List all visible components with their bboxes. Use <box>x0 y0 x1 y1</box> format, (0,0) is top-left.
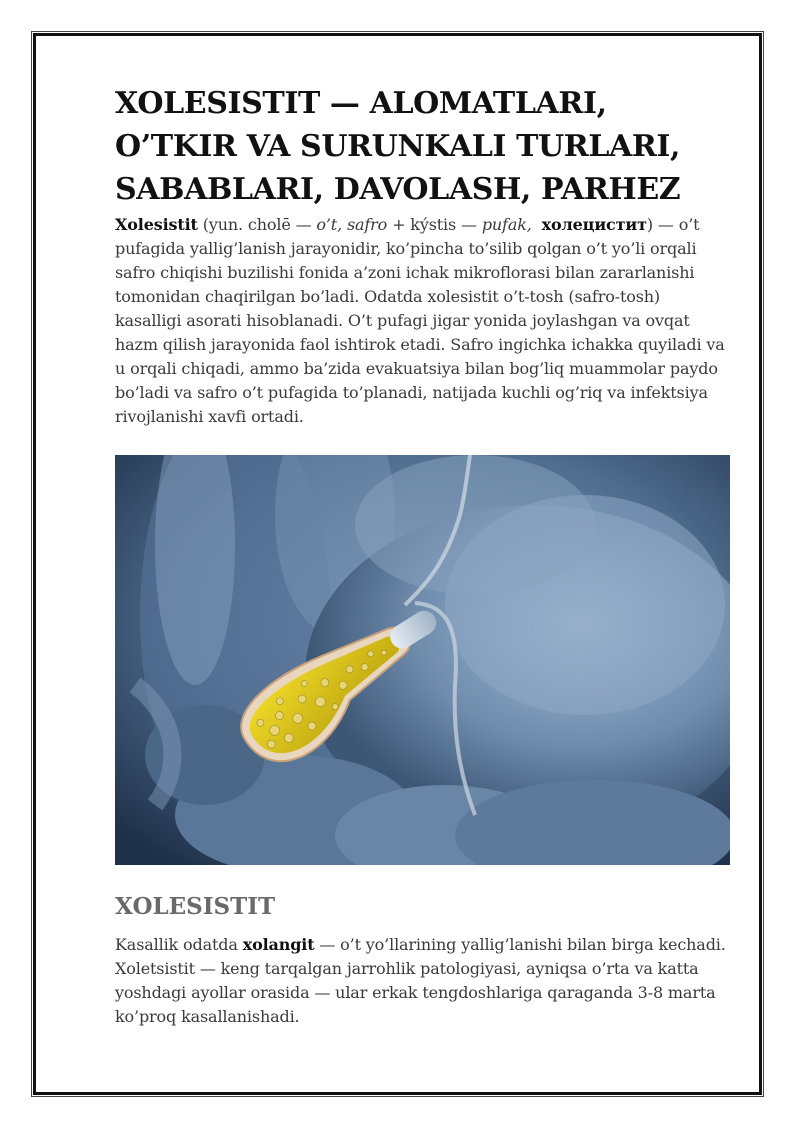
intro-text: ) — o’t pufagida yallig’lanish jarayonidir, ko’pincha to’silib qolgan o’t yo’li orqali safro chiqishi buzilishi fonida a’zoni ichak mikroflorasi bilan zararlanishi tomonidan chaqirilgan bo’ladi. Odatda xolesistit o’t-tosh (safro-tosh) kasalligi asorati hisoblanadi. O’t pufagi jigar yonida joylashgan va ovqat hazm qilish jarayonida faol ishtirok etadi. Safro ingichka ichakka quyiladi va u orqali chiqadi, ammo ba’zida evakuatsiya bilan bog’liq muammolar paydo bo’ladi va safro o’t pufagida to’planadi, natijada kuchli og’riq va infektsiya rivojlanishi xavfi ortadi. <box>115 215 725 426</box>
etymology-bile: o’t, safro <box>316 215 388 234</box>
intro-paragraph <box>115 213 730 429</box>
intro-term: Xolesistit <box>115 215 198 234</box>
section-paragraph <box>115 933 730 1029</box>
section-term: xolangit <box>242 935 315 954</box>
section-text-before: Kasallik odatda <box>115 935 243 954</box>
article <box>115 82 730 1029</box>
etymology-bladder: pufak, <box>481 215 532 234</box>
section-heading: XOLESISTIT <box>115 893 276 920</box>
russian-term: холецистит <box>541 215 647 234</box>
gallbladder-illustration <box>115 455 730 865</box>
section-text-after: — o’t yo’llarining yallig’lanishi bilan birga kechadi. Xoletsistit — keng tarqalgan jarrohlik patologiyasi, ayniqsa o’rta va katta yoshdagi ayollar orasida — ular erkak tengdoshlariga qaraganda 3-8 marta ko’proq kasallanishadi. <box>115 935 726 1026</box>
etymology-plus: + kýstis — <box>387 215 482 234</box>
etymology-open: (yun. cholē — <box>197 215 317 234</box>
page-title: XOLESISTIT — ALOMATLARI, O’TKIR VA SURUNKALI TURLARI, SABABLARI, DAVOLASH, PARHEZ <box>115 86 681 207</box>
